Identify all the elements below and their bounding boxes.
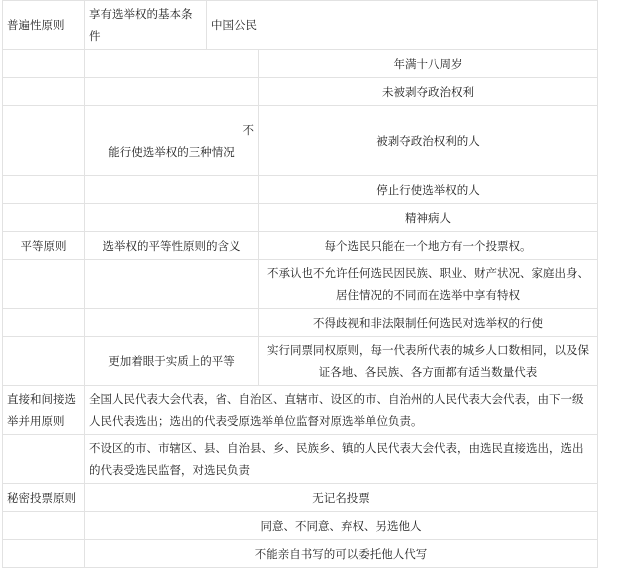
principle-cell: 秘密投票原则 xyxy=(3,484,85,512)
desc-cell: 每个选民只能在一个地方有一个投票权。 xyxy=(259,232,598,260)
desc-cell: 中国公民 xyxy=(207,1,598,50)
empty-cell xyxy=(85,78,259,106)
desc-cell: 不得歧视和非法限制任何选民对选举权的行使 xyxy=(259,309,598,337)
empty-cell xyxy=(85,260,259,309)
empty-cell xyxy=(85,176,259,204)
table-row xyxy=(3,50,598,78)
election-principles-table xyxy=(2,0,598,568)
table-row xyxy=(3,1,598,50)
table-row xyxy=(3,260,598,309)
item-suffix-text: 不 xyxy=(242,122,254,137)
empty-cell xyxy=(3,50,85,78)
principle-cell: 普遍性原则 xyxy=(3,1,85,50)
item-cell xyxy=(85,106,259,176)
table-row xyxy=(3,337,598,386)
desc-cell: 停止行使选举权的人 xyxy=(259,176,598,204)
desc-cell: 实行同票同权原则，每一代表所代表的城乡人口数相同，以及保证各地、各民族、各方面都有适当数量代表 xyxy=(259,337,598,386)
empty-cell xyxy=(3,78,85,106)
table-row xyxy=(3,78,598,106)
empty-cell xyxy=(85,309,259,337)
empty-cell xyxy=(3,435,85,484)
table-row xyxy=(3,540,598,568)
desc-cell: 不能亲自书写的可以委托他人代写 xyxy=(85,540,598,568)
table-row xyxy=(3,204,598,232)
table-row xyxy=(3,309,598,337)
empty-cell xyxy=(3,309,85,337)
principle-cell: 直接和间接选举并用原则 xyxy=(3,386,85,435)
desc-cell: 全国人民代表大会代表，省、自治区、直辖市、设区的市、自治州的人民代表大会代表，由下一级人民代表选出；选出的代表受原选举单位监督对原选举单位负责。 xyxy=(85,386,598,435)
desc-cell: 不设区的市、市辖区、县、自治县、乡、民族乡、镇的人民代表大会代表，由选民直接选出，选出的代表受选民监督，对选民负责 xyxy=(85,435,598,484)
table-row xyxy=(3,176,598,204)
empty-cell xyxy=(3,512,85,540)
desc-cell: 不承认也不允许任何选民因民族、职业、财产状况、家庭出身、居住情况的不同而在选举中享有特权 xyxy=(259,260,598,309)
item-cell: 选举权的平等性原则的含义 xyxy=(85,232,259,260)
empty-cell xyxy=(3,337,85,386)
item-text: 能行使选举权的三种情况 xyxy=(108,144,235,159)
empty-cell xyxy=(3,260,85,309)
table-row xyxy=(3,512,598,540)
item-cell: 更加着眼于实质上的平等 xyxy=(85,337,259,386)
table-row xyxy=(3,232,598,260)
empty-cell xyxy=(85,50,259,78)
principle-cell: 平等原则 xyxy=(3,232,85,260)
desc-cell: 同意、不同意、弃权、另选他人 xyxy=(85,512,598,540)
empty-cell xyxy=(85,204,259,232)
item-cell: 享有选举权的基本条件 xyxy=(85,1,207,50)
table-row xyxy=(3,106,598,176)
desc-cell: 精神病人 xyxy=(259,204,598,232)
empty-cell xyxy=(3,106,85,176)
table-row xyxy=(3,484,598,512)
table-row xyxy=(3,386,598,435)
table-row xyxy=(3,435,598,484)
desc-cell: 年满十八周岁 xyxy=(259,50,598,78)
empty-cell xyxy=(3,176,85,204)
empty-cell xyxy=(3,540,85,568)
desc-cell: 未被剥夺政治权利 xyxy=(259,78,598,106)
desc-cell: 无记名投票 xyxy=(85,484,598,512)
empty-cell xyxy=(3,204,85,232)
desc-cell: 被剥夺政治权利的人 xyxy=(259,106,598,176)
